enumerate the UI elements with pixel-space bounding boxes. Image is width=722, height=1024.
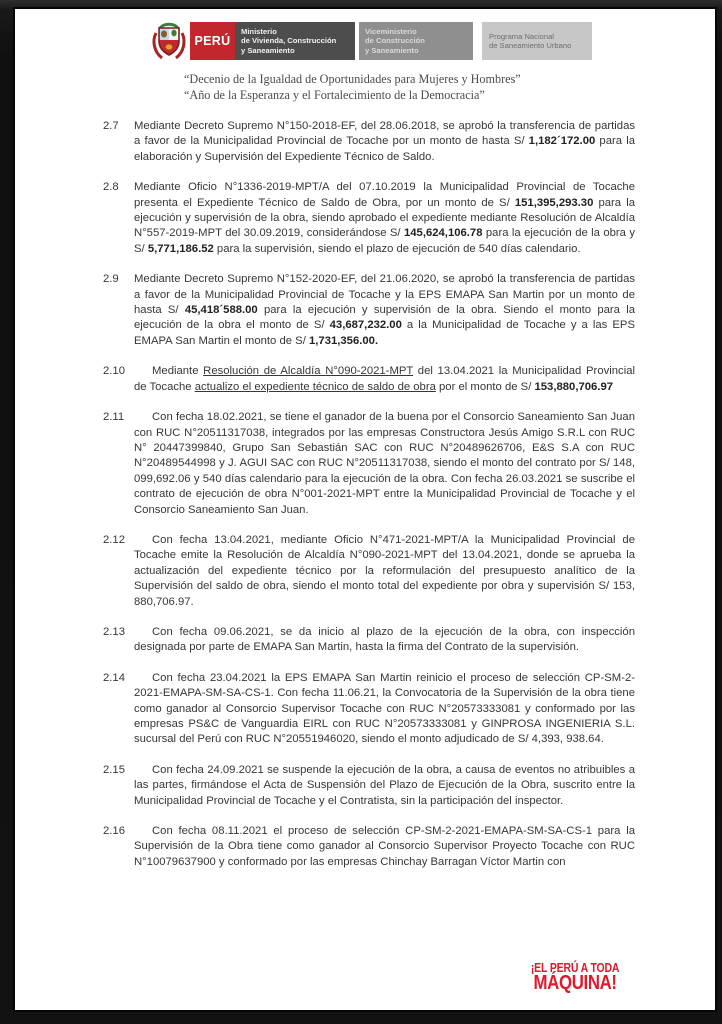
paragraph-text: Con fecha 08.11.2021 el proceso de selección CP-SM-2-2021-EMAPA-SM-SA-CS-1 para la Supervisión de la Obra tiene como ganador al Consorcio Supervisor Proyecto Tocache con RUC N°10079637900 y conformado por las empresas Chinchay Barragan Víctor Martin con [134, 825, 635, 868]
document-paragraph [103, 625, 635, 656]
paragraph-number: 2.16 [103, 825, 125, 838]
paragraph-number: 2.14 [103, 671, 125, 684]
quote-line-1: “Decenio de la Igualdad de Oportunidades para Mujeres y Hombres” [184, 72, 521, 86]
document-paragraph [103, 671, 635, 748]
document-paragraph [103, 272, 635, 349]
paragraph-text: Mediante Oficio N°1336-2019-MPT/A del 07.10.2019 la Municipalidad Provincial de Tocache presenta el Expediente Técnico de Saldo de Obra, por un monto de S/ 151,395,293.30 para la ejecución y supervisión de la obra, siendo aprobado el expediente mediante Resolución de Alcaldía N°557-2019-MPT del 30.09.2019, considerándose S/ 145,624,106.78 para la ejecución de la obra y S/ 5,771,186.52 para la supervisión, siendo el plazo de ejecución de 540 días calendario. [134, 181, 635, 255]
document-paragraph [103, 763, 635, 809]
document-paragraph [103, 364, 635, 395]
paragraph-text: Con fecha 18.02.2021, se tiene el ganador de la buena por el Consorcio Saneamiento San Juan con RUC N°20511317038, integrados por las empresas Constructora Jesús Amigo S.R.L con RUC N° 20447399840, Grupo San Sebastián SAC con RUC N°20489626706, E&S S.A con RUC N°20489544998 y J. AGUI SAC con RUC N°20511317038, siendo el monto del contrato por S/ 148, 099,692.06 y 540 días calendario para la ejecución de la obra. Con fecha 26.03.2021 se suscribe el contrato de ejecución de obra N°001-2021-MPT entre la Municipalidad Provincial de Tocache y el Consorcio Saneamiento San Juan. [134, 411, 635, 516]
paragraph-number: 2.15 [103, 763, 125, 776]
official-quotes [184, 71, 521, 103]
ministry-box-line: Viceministerio [365, 27, 417, 37]
ministry-box-line: y Saneamiento [365, 45, 419, 55]
ministry-box-line: de Construcción [365, 36, 425, 46]
peru-slogan [531, 962, 619, 992]
paragraph-number: 2.11 [103, 411, 125, 424]
ministry-box-programa [482, 22, 592, 60]
ministry-box-line: Programa Nacional [489, 31, 554, 41]
paragraph-number: 2.10 [103, 365, 125, 378]
ministry-box-viceministerio [359, 22, 473, 60]
ministry-box-line: de Saneamiento Urbano [489, 41, 572, 50]
paragraph-number: 2.12 [103, 533, 125, 546]
slogan-line-1: ¡EL PERÚ A TODA [530, 961, 619, 975]
paragraph-text: Con fecha 13.04.2021, mediante Oficio N°471-2021-MPT/A la Municipalidad Provincial de Tocache emite la Resolución de Alcaldía N°090-2021-MPT del 13.04.2021, donde se aprueba la actualización del expediente técnico por la reformulación del presupuesto analítico de la Supervisión del saldo de obra, siendo el monto total del expediente por obra y supervisión S/ 153, 880,706.97. [134, 533, 635, 608]
document-page [15, 9, 715, 1010]
peru-brand-label: PERÚ [190, 22, 235, 60]
document-paragraph [103, 119, 635, 165]
document-paragraph [103, 824, 635, 870]
paragraph-text: Mediante Decreto Supremo N°150-2018-EF, del 28.06.2018, se aprobó la transferencia de partidas a favor de la Municipalidad Provincial de Tocache por un monto de hasta S/ 1,182´172.00 para la elaboración y Supervisión del Expediente Técnico de Saldo. [134, 120, 635, 163]
document-paragraph [103, 180, 635, 257]
ministry-box-vivienda [235, 22, 355, 60]
paragraph-number: 2.9 [103, 273, 119, 286]
quote-line-2: “Año de la Esperanza y el Fortalecimiento de la Democracia” [184, 88, 485, 102]
document-paragraph [103, 533, 635, 610]
ministry-box-line: Ministerio [241, 27, 277, 37]
ministry-box-line: y Saneamiento [241, 45, 295, 55]
document-paragraph [103, 410, 635, 518]
paragraph-number: 2.8 [103, 181, 119, 194]
paragraph-number: 2.7 [103, 120, 119, 132]
document-body [103, 119, 635, 885]
paragraph-text: Mediante Decreto Supremo N°152-2020-EF, del 21.06.2020, se aprobó la transferencia de partidas a favor de la Municipalidad Provincial de Tocache y la EPS EMAPA San Martin por un monto de hasta S/ 45,418´588.00 para la ejecución y supervisión de la obra. Siendo el monto para la ejecución de la obra el monto de S/ 43,687,232.00 a la Municipalidad de Tocache y a las EPS EMAPA San Martin el monto de S/ 1,731,356.00. [134, 273, 635, 347]
paragraph-text: Con fecha 24.09.2021 se suspende la ejecución de la obra, a causa de eventos no atribuibles a las partes, firmándose el Acta de Suspensión del Plazo de Ejecución de la Obra, suscrito entre la Municipalidad Provincial de Tocache y el Contratista, sin la participación del inspector. [134, 763, 635, 807]
paragraph-number: 2.13 [103, 625, 125, 638]
slogan-line-2: MÁQUINA! [533, 972, 617, 994]
ministry-box-line: de Vivienda, Construcción [241, 36, 337, 46]
peru-coat-of-arms-icon [151, 21, 187, 63]
paragraph-text: Mediante Resolución de Alcaldía N°090-2021-MPT del 13.04.2021 la Municipalidad Provincial de Tocache actualizo el expediente técnico de saldo de obra por el monto de S/ 153,880,706.97 [134, 365, 635, 393]
paragraph-text: Con fecha 23.04.2021 la EPS EMAPA San Martin reinicio el proceso de selección CP-SM-2-2021-EMAPA-SM-SA-CS-1. Con fecha 11.06.21, la Convocatoria de la Supervisión de la obra tiene como ganador al Consorcio Supervisor Tocache con RUC N°20573333081 y conformado por las empresas PS&C de Vanguardia EIRL con RUC N°20573333081 y GINPROSA INGENIERIA S.L. sucursal del Perú con RUC N°20551946020, siendo el monto adjudicado de S/ 4,393, 938.64. [134, 671, 635, 746]
paragraph-text: Con fecha 09.06.2021, se da inicio al plazo de la ejecución de la obra, con inspección designada por parte de EMAPA San Martin, hasta la firma del Contrato de la supervisión. [134, 625, 635, 654]
document-header [151, 22, 592, 60]
